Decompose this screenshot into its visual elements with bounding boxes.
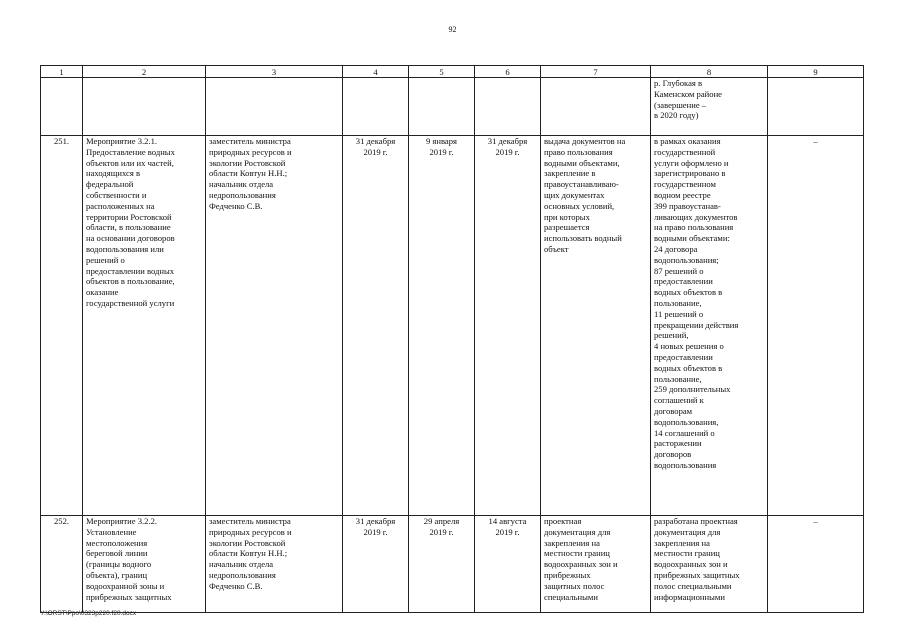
header-col-9: 9	[768, 66, 864, 78]
table-row	[41, 516, 864, 613]
header-col-7: 7	[541, 66, 651, 78]
report-table	[40, 65, 864, 613]
header-col-6: 6	[475, 66, 541, 78]
row-number: 251.	[41, 136, 83, 516]
plan-date-cell: 31 декабря 2019 г.	[343, 516, 409, 613]
table-row-continuation	[41, 78, 864, 136]
row-number: 252.	[41, 516, 83, 613]
header-col-8: 8	[651, 66, 768, 78]
file-path-footer: Y:\ORST\Ppo\0323p220.f20.docx	[40, 610, 137, 617]
responsible-cell: заместитель министра природных ресурсов и экологии Ростовской области Ковтун Н.Н.; начальник отдела недропользования Федченко С.В.	[206, 516, 343, 613]
planned-result-cell: проектная документация для закрепления на местности границ водоохранных зон и прибрежных защитных полос специальными	[541, 516, 651, 613]
end-date-cell: 14 августа 2019 г.	[475, 516, 541, 613]
continuation-result-cell: р. Глубокая в Каменском районе (завершение – в 2020 году)	[651, 78, 768, 136]
header-row	[41, 66, 864, 78]
responsible-cell: заместитель министра природных ресурсов и экологии Ростовской области Ковтун Н.Н.; начальник отдела недропользования Федченко С.В.	[206, 136, 343, 516]
page-number: 92	[448, 25, 457, 34]
notes-cell: –	[768, 136, 864, 516]
planned-result-cell: выдача документов на право пользования водными объектами, закрепление в правоустанавливаю- щих документах основных условий, при которых разрешается использовать водный объект	[541, 136, 651, 516]
header-col-3: 3	[206, 66, 343, 78]
actual-result-cell: в рамках оказания государственной услуги оформлено и зарегистрировано в государственном водном реестре 399 правоустанав- ливающих документов на право пользования водными объектами: 24 договора водопользования; 87 решений о предоставлении водных объектов в пользование, 11 решений о прекращении действия решений, 4 новых решения о предоставлении водных объектов в пользование, 259 дополнительных соглашений к договорам водопользования, 14 соглашений о расторжении договоров водопользования	[651, 136, 768, 516]
header-col-2: 2	[83, 66, 206, 78]
header-col-5: 5	[409, 66, 475, 78]
notes-cell: –	[768, 516, 864, 613]
event-cell: Мероприятие 3.2.2. Установление местоположения береговой линии (границы водного объекта), границ водоохранной зоны и прибрежных защитных	[83, 516, 206, 613]
end-date-cell: 31 декабря 2019 г.	[475, 136, 541, 516]
plan-date-cell: 31 декабря 2019 г.	[343, 136, 409, 516]
header-col-4: 4	[343, 66, 409, 78]
event-cell: Мероприятие 3.2.1. Предоставление водных объектов или их частей, находящихся в федеральной собственности и расположенных на территории Ростовской области, в пользование на основании договоров водопользования или решений о предоставлении водных объектов в пользование, оказание государственной услуги	[83, 136, 206, 516]
start-date-cell: 9 января 2019 г.	[409, 136, 475, 516]
table-row	[41, 136, 864, 516]
start-date-cell: 29 апреля 2019 г.	[409, 516, 475, 613]
header-col-1: 1	[41, 66, 83, 78]
actual-result-cell: разработана проектная документация для закрепления на местности границ водоохранных зон и прибрежных защитных полос специальными информационными	[651, 516, 768, 613]
